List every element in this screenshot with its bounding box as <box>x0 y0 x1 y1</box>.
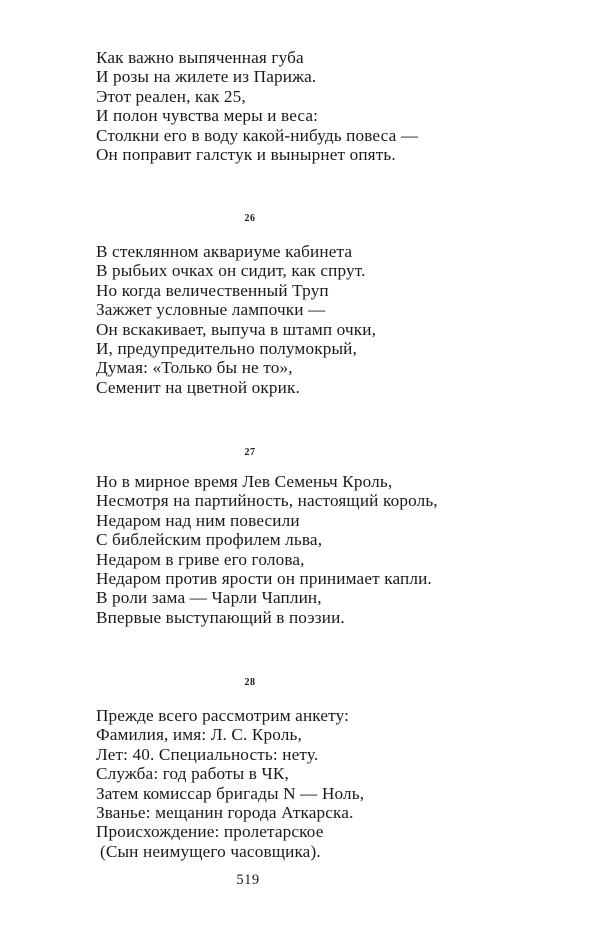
poem-line: Прежде всего рассмотрим анкету: <box>96 706 350 725</box>
poem-line: Недаром против ярости он принимает капли. <box>96 568 432 588</box>
stanza-27 <box>96 472 576 627</box>
poem-line: Зажжет условные лампочки — <box>96 300 326 320</box>
stanza-28 <box>96 706 576 861</box>
poem-line: Он вскакивает, выпуча в штамп очки, <box>96 319 377 339</box>
stanza-25-continuation <box>96 48 576 164</box>
poem-line: Столкни его в воду какой-нибудь повеса — <box>96 125 419 145</box>
section-number: 28 <box>244 677 256 688</box>
poem-line: В роли зама — Чарли Чаплин, <box>96 588 322 608</box>
poem-line: Происхождение: пролетарское <box>96 822 324 842</box>
poem-line: Но когда величественный Труп <box>96 280 329 300</box>
poem-line: Фамилия, имя: Л. С. Кроль, <box>96 725 302 745</box>
poem-line: Недаром над ним повесили <box>96 510 300 530</box>
page-number: 519 <box>236 872 260 888</box>
poem-line: (Сын неимущего часовщика). <box>100 841 321 861</box>
poem-line: Служба: год работы в ЧК, <box>96 764 289 784</box>
poem-line: Званье: мещанин города Аткарска. <box>96 802 354 822</box>
poem-line: Этот реален, как 25, <box>96 86 246 106</box>
poem-line: Он поправит галстук и вынырнет опять. <box>96 144 396 164</box>
poem-line: Думая: «Только бы не то», <box>96 358 293 378</box>
poem-line: И полон чувства меры и веса: <box>96 106 319 126</box>
poem-line: И, предупредительно полумокрый, <box>96 338 357 358</box>
poem-line: Несмотря на партийность, настоящий король, <box>96 491 438 511</box>
poem-line: В рыбьих очках он сидит, как спрут. <box>96 261 366 281</box>
poem-line: В стеклянном аквариуме кабинета <box>96 242 353 261</box>
poem-line: С библейским профилем льва, <box>96 530 323 550</box>
poem-line: Впервые выступающий в поэзии. <box>96 607 345 627</box>
poem-line: Затем комиссар бригады N — Ноль, <box>96 783 365 803</box>
section-number: 26 <box>244 213 256 224</box>
stanza-26 <box>96 242 576 397</box>
section-number: 27 <box>244 447 256 458</box>
poem-line: И розы на жилете из Парижа. <box>96 67 317 87</box>
poem-line: Недаром в гриве его голова, <box>96 549 305 569</box>
poem-line: Семенит на цветной окрик. <box>96 377 300 397</box>
poem-line: Лет: 40. Специальность: нету. <box>96 744 319 764</box>
poem-line: Как важно выпяченная губа <box>96 48 304 67</box>
poem-line: Но в мирное время Лев Семеньч Кроль, <box>96 472 393 491</box>
